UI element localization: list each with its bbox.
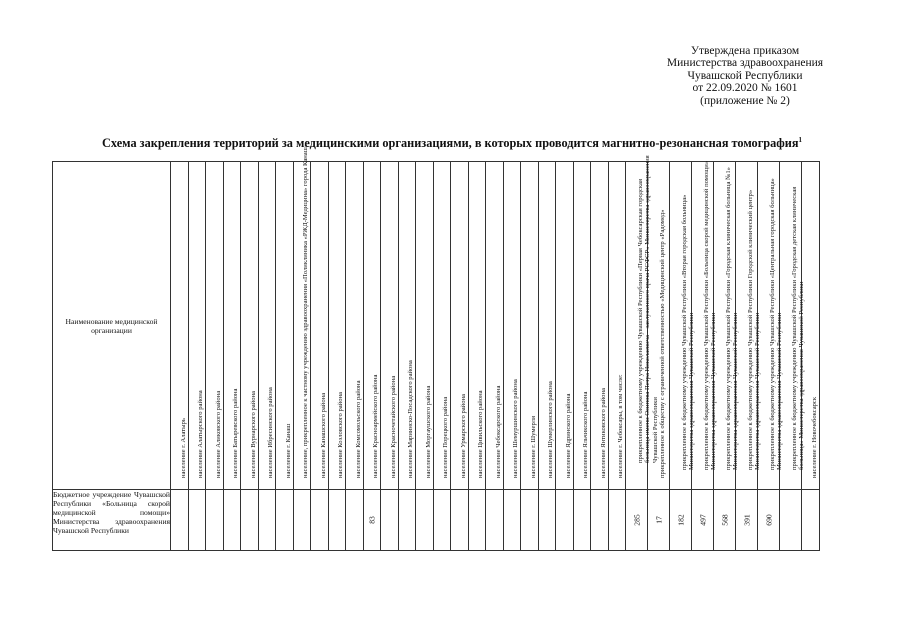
column-header-label: прикрепленное к бюджетному учреждению Чувашской Республики «Больница скорой медицинской помощи» Министерства здравоохранения Чувашской Республики <box>702 161 717 471</box>
column-header-label: население Яльчикского района <box>582 391 589 478</box>
column-header-label: население Батыревского района <box>232 388 239 478</box>
column-header <box>714 162 739 490</box>
table-cell <box>780 490 802 551</box>
approval-line: (приложение № 2) <box>700 94 790 107</box>
column-header <box>276 162 294 490</box>
column-header <box>416 162 434 490</box>
column-header <box>670 162 695 490</box>
column-header-label: население Вурнарского района <box>249 390 257 478</box>
column-header-label: прикрепленное к бюджетному учреждению Чувашской Республики «Городская детская клиническая больница» Министерства здравоохранения Чувашской Республики <box>790 186 805 471</box>
column-header <box>399 162 416 490</box>
table-cell <box>626 490 648 551</box>
column-header <box>311 162 329 490</box>
column-header <box>802 162 820 490</box>
title-footnote-mark: 1 <box>798 136 803 144</box>
column-header-label: население Янтиковского района <box>599 387 607 478</box>
column-header-label: население Козловского района <box>337 391 344 478</box>
column-header <box>504 162 521 490</box>
column-header <box>434 162 451 490</box>
column-header-label: население Алатырского района <box>197 389 204 478</box>
table-cell <box>346 490 364 551</box>
table-cell <box>451 490 469 551</box>
approval-line: Министерства здравоохранения <box>666 57 824 70</box>
column-header-label: население г. Шумерля <box>529 415 537 478</box>
column-header-label: население Моргаушского района <box>424 385 432 478</box>
column-header-label: население г. Новочебоксарск <box>810 396 818 478</box>
column-header <box>648 162 670 490</box>
cell-value: 568 <box>720 514 729 526</box>
column-header <box>521 162 539 490</box>
column-header <box>486 162 504 490</box>
column-header-label: население Чебоксарского района <box>494 385 502 478</box>
column-header-label: население Шумерлинского района <box>547 380 554 478</box>
table-cell <box>224 490 241 551</box>
column-header <box>758 162 783 490</box>
column-header-label: население Комсомольского района <box>354 380 362 478</box>
table-cell <box>276 490 294 551</box>
table-cell <box>189 490 206 551</box>
column-header-label: население Красночетайского района <box>389 375 397 478</box>
column-header <box>692 161 717 490</box>
column-header <box>451 162 469 490</box>
column-header <box>574 162 591 490</box>
table-cell <box>171 490 189 551</box>
table-cell <box>259 490 276 551</box>
table-cell <box>364 490 381 551</box>
cell-value: 182 <box>676 514 685 526</box>
table-cell <box>609 490 626 551</box>
column-header-label: прикрепленное к бюджетному учреждению Чувашской Республики «Городская клиническая больница №1» Министерства здравоохранения Чувашской Республики <box>724 167 739 471</box>
table-cell <box>241 490 259 551</box>
table-cell <box>206 490 224 551</box>
column-header <box>539 162 556 490</box>
document-title-text: Схема закрепления территорий за медицинскими организациями, в которых проводится магнитно-резонансная томография <box>101 136 799 151</box>
table-cell <box>381 490 399 551</box>
table-cell <box>521 490 539 551</box>
approval-line: от 22.09.2020 № 1601 <box>692 82 798 95</box>
table-cell <box>399 490 416 551</box>
table-cell <box>692 490 714 551</box>
column-header-label: прикрепленное к бюджетному учреждению Чувашской Республики «Вторая городская больница» Министерства здравоохранения Чувашской Республики <box>680 194 695 471</box>
column-header <box>294 143 311 490</box>
column-header <box>329 162 346 490</box>
approval-block <box>630 45 860 107</box>
table-cell <box>311 490 329 551</box>
column-header-label: население г. Алатырь <box>179 417 187 478</box>
column-header-label: население г. Чебоксары, в том числе: <box>617 373 624 478</box>
table-cell <box>539 490 556 551</box>
column-header <box>626 155 659 490</box>
column-header-label: прикрепленное к бюджетному учреждению Чувашской Республики Городской клинический центр» Министерства здравоохранения Чувашской Республики <box>746 190 761 471</box>
cell-value: 391 <box>742 514 751 526</box>
column-header-label: население, прикрепленное к частному учреждению здравоохранения «Поликлиника «РЖД-Медицина» города Канаш» <box>302 143 309 478</box>
column-header <box>780 162 805 490</box>
column-header-label: население Шемуршинского района <box>512 378 519 478</box>
column-header-label: население Порецкого района <box>442 396 449 478</box>
column-header-label: население Ибресинского района <box>267 386 274 478</box>
table-cell <box>504 490 521 551</box>
table-cell <box>736 490 758 551</box>
table-cell <box>648 490 670 551</box>
table-cell <box>556 490 574 551</box>
cell-value: 497 <box>698 514 707 526</box>
table-cell <box>714 490 736 551</box>
column-header-label: население г. Канаш <box>284 423 292 478</box>
column-header <box>381 162 399 490</box>
column-header <box>591 162 609 490</box>
table-cell <box>802 490 820 551</box>
column-header-label: прикрепленное к бюджетному учреждению Чувашской Республики «Первая Чебоксарская городская больница имени Осипова Петра Николаевича – заслуженного врача РСФСР» Министерства здравоохранения Чувашской Республики <box>636 155 659 463</box>
column-header-label: прикрепленное к бюджетному учреждению Чувашской Республики «Центральная городская больница» Министерства здравоохранения Чувашской Республики <box>768 178 783 471</box>
table-cell <box>758 490 780 551</box>
table-header-row <box>53 162 820 490</box>
organization-name: Бюджетное учреждение Чувашской Республики «Больница скорой медицинской помощи» Министерства здравоохранения Чувашской Республики <box>53 490 171 551</box>
column-header <box>346 162 364 490</box>
column-header <box>259 162 276 490</box>
table-cell <box>329 490 346 551</box>
approval-line: Утверждена приказом <box>690 45 800 57</box>
table-cell <box>486 490 504 551</box>
cell-value: 690 <box>764 514 773 526</box>
cell-value: 285 <box>632 514 641 526</box>
cell-value: 17 <box>654 516 663 524</box>
column-header-label: население Красноармейского района <box>372 374 379 478</box>
column-header-label: население Мариинско-Посадского района <box>407 359 414 478</box>
table-cell <box>416 490 434 551</box>
table-cell <box>294 490 311 551</box>
column-header <box>736 162 761 490</box>
column-header-label: население Урмарского района <box>459 393 467 478</box>
approval-line: Чувашской Республики <box>687 69 803 82</box>
table-cell <box>670 490 692 551</box>
column-header-label: население Канашского района <box>319 392 327 478</box>
column-header <box>224 162 241 490</box>
document-title <box>0 136 904 151</box>
column-header-label: население Аликовского района <box>214 390 222 478</box>
column-header <box>469 162 486 490</box>
column-header <box>556 162 574 490</box>
table-cell <box>591 490 609 551</box>
cell-value: 83 <box>367 516 377 524</box>
name-column-header: Наименование медицинской организации <box>53 162 171 490</box>
table-cell <box>574 490 591 551</box>
column-header <box>609 162 626 490</box>
table-row <box>53 490 820 551</box>
table-cell <box>434 490 451 551</box>
column-header-label: население Цивильского района <box>477 390 484 478</box>
column-header <box>171 162 189 490</box>
column-header <box>189 162 206 490</box>
column-header-label: население Ядринского района <box>564 393 572 478</box>
column-header-label: прикрепленное к обществу с ограниченной ответственностью «Медицинский центр «Радомед» <box>658 209 666 478</box>
table-cell <box>469 490 486 551</box>
column-header <box>364 162 381 490</box>
column-header <box>241 162 259 490</box>
column-header <box>206 162 224 490</box>
